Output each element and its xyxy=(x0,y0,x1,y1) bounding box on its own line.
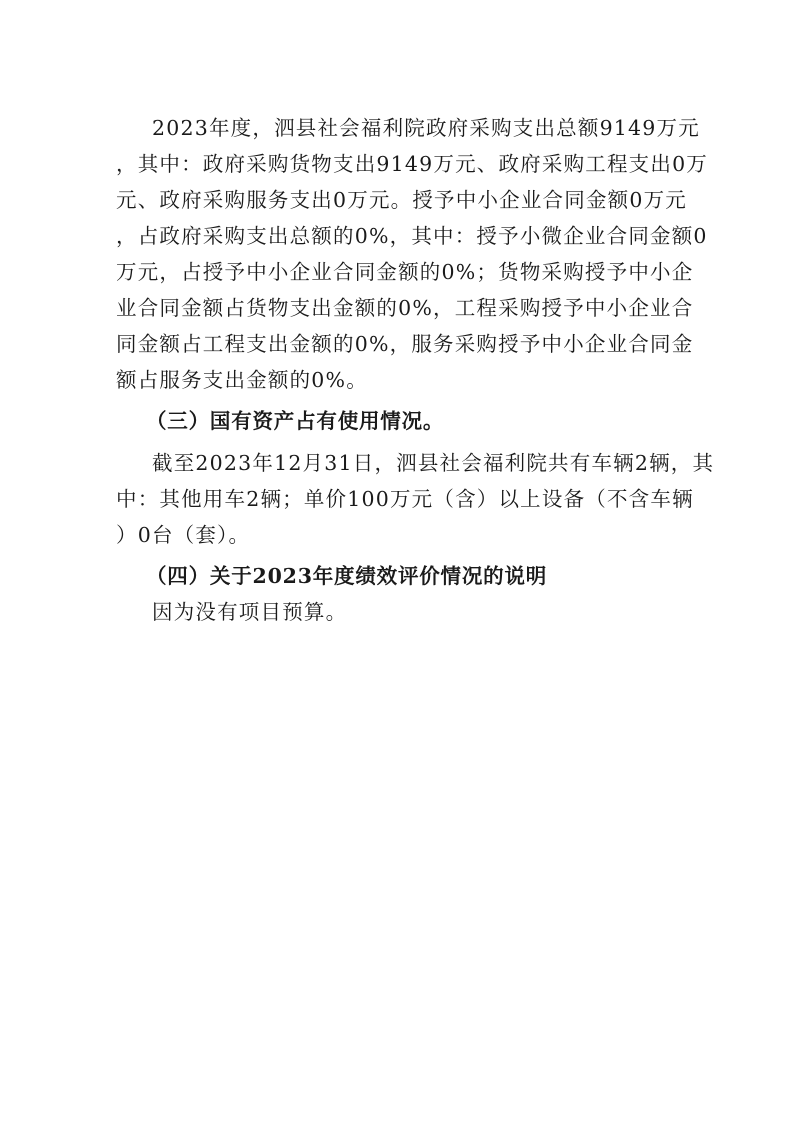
section4-heading: （四）关于2023年度绩效评价情况的说明 xyxy=(146,564,548,588)
assets-line-2: 中：其他用车2辆；单价100万元（含）以上设备（不含车辆 xyxy=(116,487,694,511)
assets-line-1: 截至2023年12月31日，泗县社会福利院共有车辆2辆，其 xyxy=(152,451,715,475)
procurement-line-8: 额占服务支出金额的0%。 xyxy=(116,368,368,392)
procurement-line-5: 万元，占授予中小企业合同金额的0%；货物采购授予中小企 xyxy=(116,260,694,284)
procurement-line-6: 业合同金额占货物支出金额的0%，工程采购授予中小企业合 xyxy=(116,296,694,320)
procurement-line-3: 元、政府采购服务支出0万元。授予中小企业合同金额0万元 xyxy=(116,188,687,212)
assets-line-3: ）0台（套）。 xyxy=(116,523,251,547)
section3-heading: （三）国有资产占有使用情况。 xyxy=(146,409,445,433)
performance-text: 因为没有项目预算。 xyxy=(152,600,348,624)
procurement-line-2: ，其中：政府采购货物支出9149万元、政府采购工程支出0万 xyxy=(116,152,709,176)
procurement-line-1: 2023年度，泗县社会福利院政府采购支出总额9149万元 xyxy=(152,116,700,140)
procurement-line-7: 同金额占工程支出金额的0%，服务采购授予中小企业合同金 xyxy=(116,332,694,356)
procurement-line-4: ，占政府采购支出总额的0%，其中：授予小微企业合同金额0 xyxy=(116,224,708,248)
